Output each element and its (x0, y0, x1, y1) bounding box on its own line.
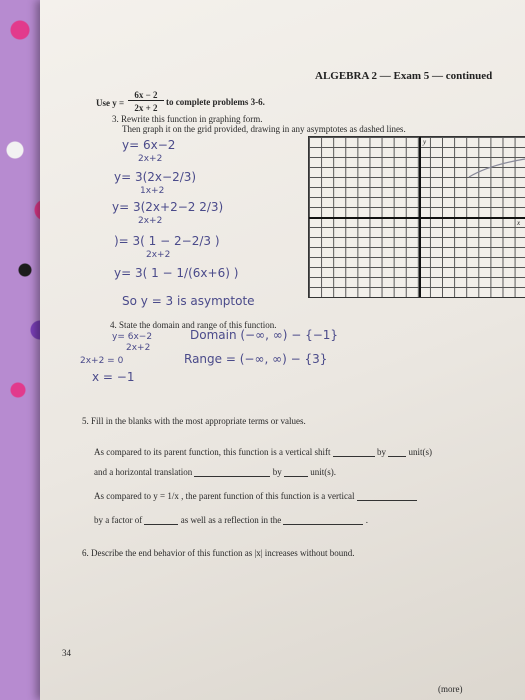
work-line-2: 2x+2 (138, 154, 163, 164)
q5-s1a: As compared to its parent function, this function is a vertical shift (94, 447, 331, 457)
blank-2[interactable] (388, 446, 406, 457)
work-line-9: y= 3( 1 − 1/(6x+6) ) (114, 266, 239, 280)
page-header: ALGEBRA 2 — Exam 5 — continued (315, 70, 493, 82)
intro-use: Use y = (96, 98, 125, 108)
page-number: 34 (62, 648, 71, 658)
work-line-3: y= 3(2x−2/3) (114, 170, 197, 184)
q6-line: 6. Describe the end behavior of this function as |x| increases without bound. (82, 548, 355, 558)
q4-work-3: 2x+2 = 0 (80, 356, 124, 366)
graph-grid (308, 136, 525, 298)
q5-sentence-4 (94, 514, 519, 525)
q5-s2b: by (272, 467, 282, 477)
graph-curve (309, 137, 525, 297)
work-line-4: 1x+2 (140, 186, 165, 196)
blank-5[interactable] (357, 490, 417, 501)
work-line-7: )= 3( 1 − 2−2/3 ) (114, 234, 220, 248)
q5-s1c: unit(s) (408, 447, 432, 457)
blank-3[interactable] (194, 466, 270, 477)
blank-6[interactable] (144, 514, 178, 525)
asymptote-note: So y = 3 is asymptote (122, 294, 255, 308)
q4-line: 4. State the domain and range of this function. (110, 320, 277, 330)
q5-s3a: As compared to y = (94, 491, 166, 501)
y-axis-label: y (423, 138, 427, 146)
q5-s3b: , the parent function of this function is a vertical (181, 491, 355, 501)
x-axis-label: x (517, 219, 521, 227)
q5-s4a: by a factor of (94, 515, 143, 525)
blank-7[interactable] (283, 514, 363, 525)
q4-work-2: 2x+2 (126, 343, 151, 353)
q5-s2a: and a horizontal translation (94, 467, 193, 477)
intro-denominator: 2x + 2 (134, 103, 158, 113)
exam-page (40, 0, 525, 700)
q3-line2: Then graph it on the grid provided, drawing in any asymptotes as dashed lines. (122, 124, 406, 134)
q3-line1: 3. Rewrite this function in graphing form. (112, 114, 263, 124)
q5-s4c: . (365, 515, 368, 525)
range-answer: Range = (−∞, ∞) − {3} (184, 352, 328, 366)
q5-sentence-3 (94, 490, 519, 501)
q5-sentence-2 (94, 466, 514, 477)
q4-work-4: x = −1 (92, 370, 135, 384)
q5-line: 5. Fill in the blanks with the most appropriate terms or values. (82, 416, 306, 426)
work-line-5: y= 3(2x+2−2 2/3) (112, 200, 224, 214)
q5-s3-fraction: 1/x (167, 491, 179, 501)
q5-s1b: by (376, 447, 386, 457)
blank-1[interactable] (333, 446, 375, 457)
work-line-1: y= 6x−2 (122, 138, 176, 152)
intro-rest: to complete problems 3-6. (166, 97, 265, 107)
blank-4[interactable] (284, 466, 308, 477)
q5-s2c: unit(s). (310, 467, 336, 477)
domain-answer: Domain (−∞, ∞) − {−1} (190, 328, 339, 342)
intro-numerator: 6x − 2 (128, 90, 164, 101)
q5-s4b: as well as a reflection in the (180, 515, 282, 525)
q5-sentence-1 (94, 446, 519, 457)
q4-work-1: y= 6x−2 (112, 332, 153, 342)
more-label: (more) (438, 684, 463, 694)
work-line-8: 2x+2 (146, 250, 171, 260)
work-line-6: 2x+2 (138, 216, 163, 226)
